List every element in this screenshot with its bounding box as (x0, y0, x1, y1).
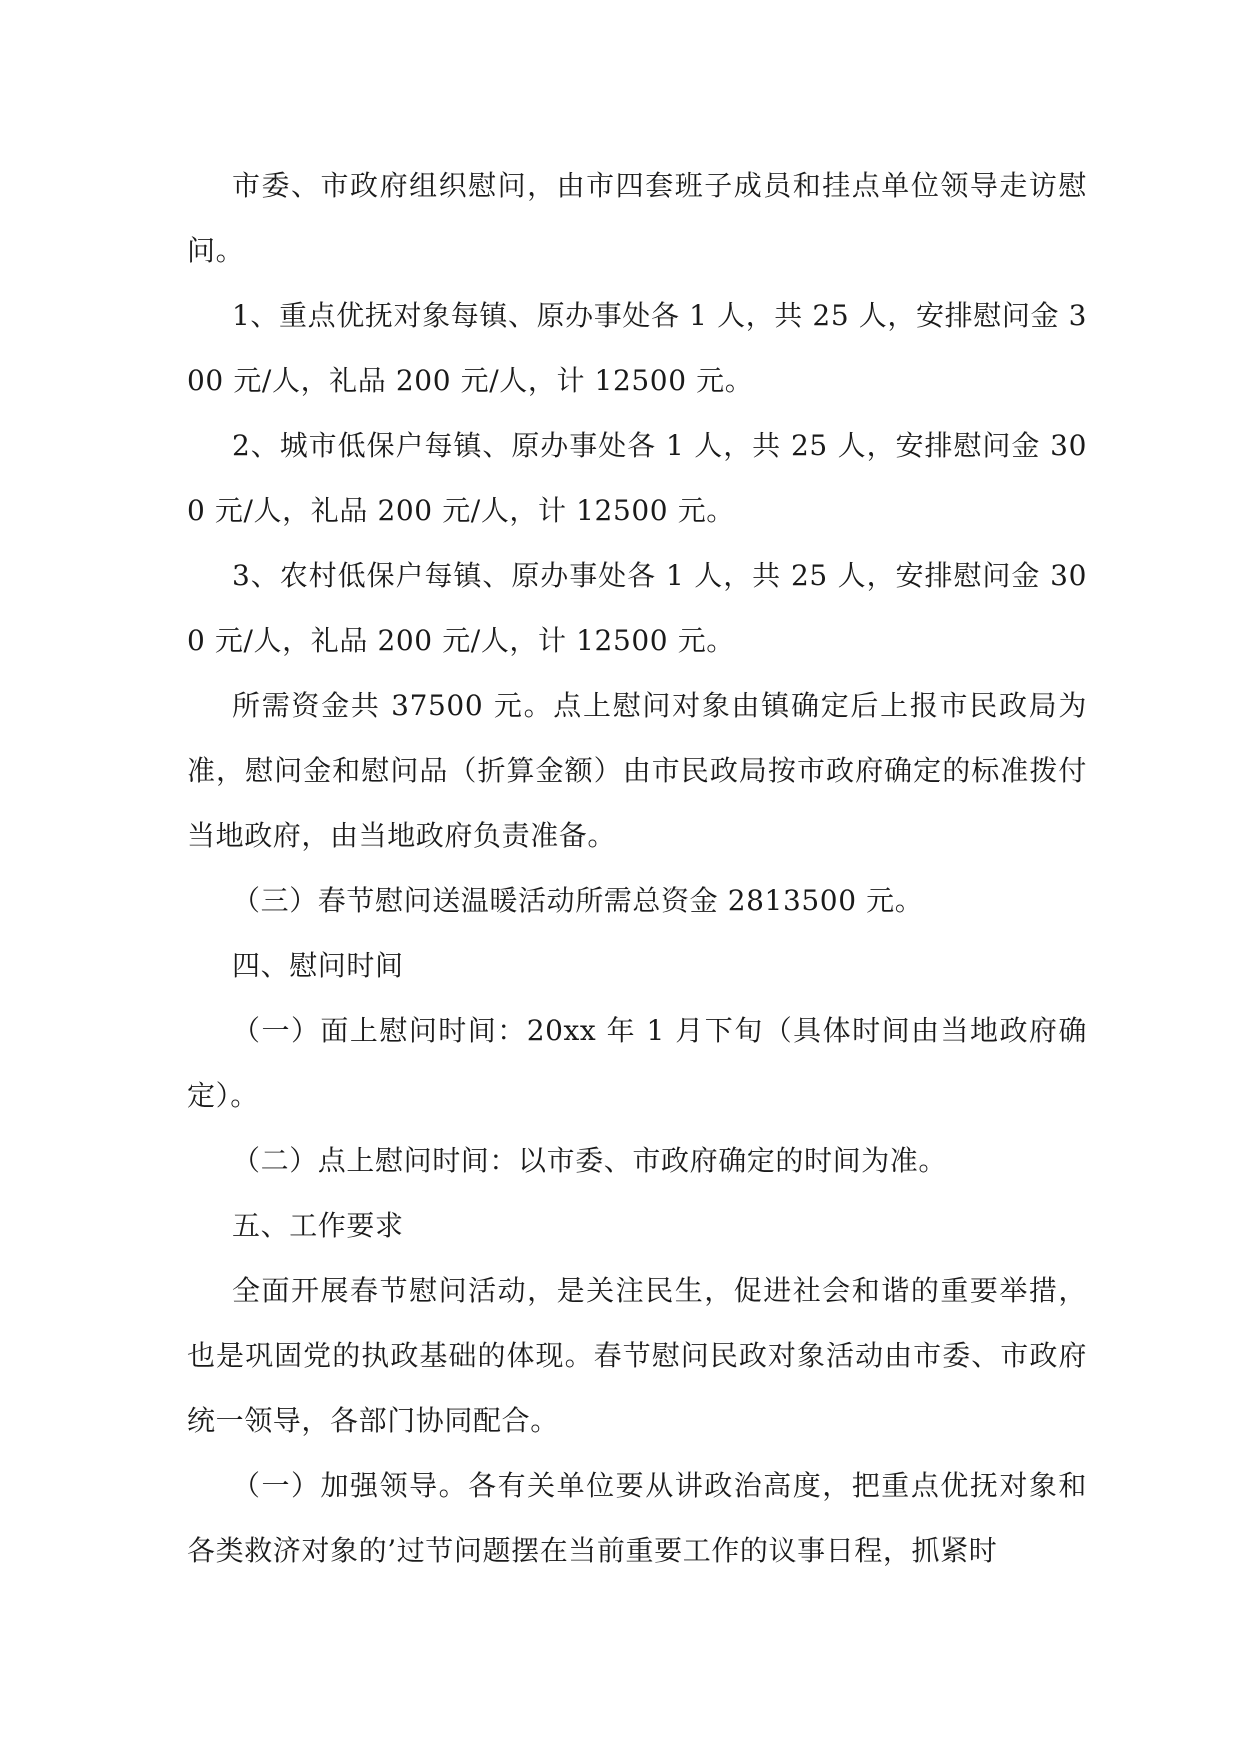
paragraph-time-2: （二）点上慰问时间：以市委、市政府确定的时间为准。 (232, 1144, 948, 1177)
paragraph-requirements: 全面开展春节慰问活动，是关注民生，促进社会和谐的重要举措，也是巩固党的执政基础的体现。春节慰问民政对象活动由市委、市政府统一领导，各部门协同配合。 (187, 1274, 1087, 1437)
paragraph-leadership: （一）加强领导。各有关单位要从讲政治高度，把重点优抚对象和各类救济对象的’过节问题摆在当前重要工作的议事日程，抓紧时 (187, 1469, 1087, 1567)
paragraph-item-2: 2、城市低保户每镇、原办事处各 1 人，共 25 人，安排慰问金 300 元/人，礼品 200 元/人，计 12500 元。 (187, 429, 1087, 527)
paragraph-intro: 市委、市政府组织慰问，由市四套班子成员和挂点单位领导走访慰问。 (187, 169, 1087, 267)
document-body (187, 153, 1087, 1583)
paragraph-total-funding: （三）春节慰问送温暖活动所需总资金 2813500 元。 (232, 884, 924, 917)
paragraph-funding: 所需资金共 37500 元。点上慰问对象由镇确定后上报市民政局为准，慰问金和慰问品（折算金额）由市民政局按市政府确定的标准拨付当地政府，由当地政府负责准备。 (187, 689, 1087, 852)
heading-section-5: 五、工作要求 (232, 1209, 404, 1242)
paragraph-time-1: （一）面上慰问时间：20xx 年 1 月下旬（具体时间由当地政府确定）。 (187, 1014, 1087, 1112)
paragraph-item-1: 1、重点优抚对象每镇、原办事处各 1 人，共 25 人，安排慰问金 300 元/人，礼品 200 元/人，计 12500 元。 (187, 299, 1087, 397)
paragraph-item-3: 3、农村低保户每镇、原办事处各 1 人，共 25 人，安排慰问金 300 元/人，礼品 200 元/人，计 12500 元。 (187, 559, 1087, 657)
heading-section-4: 四、慰问时间 (232, 949, 404, 982)
